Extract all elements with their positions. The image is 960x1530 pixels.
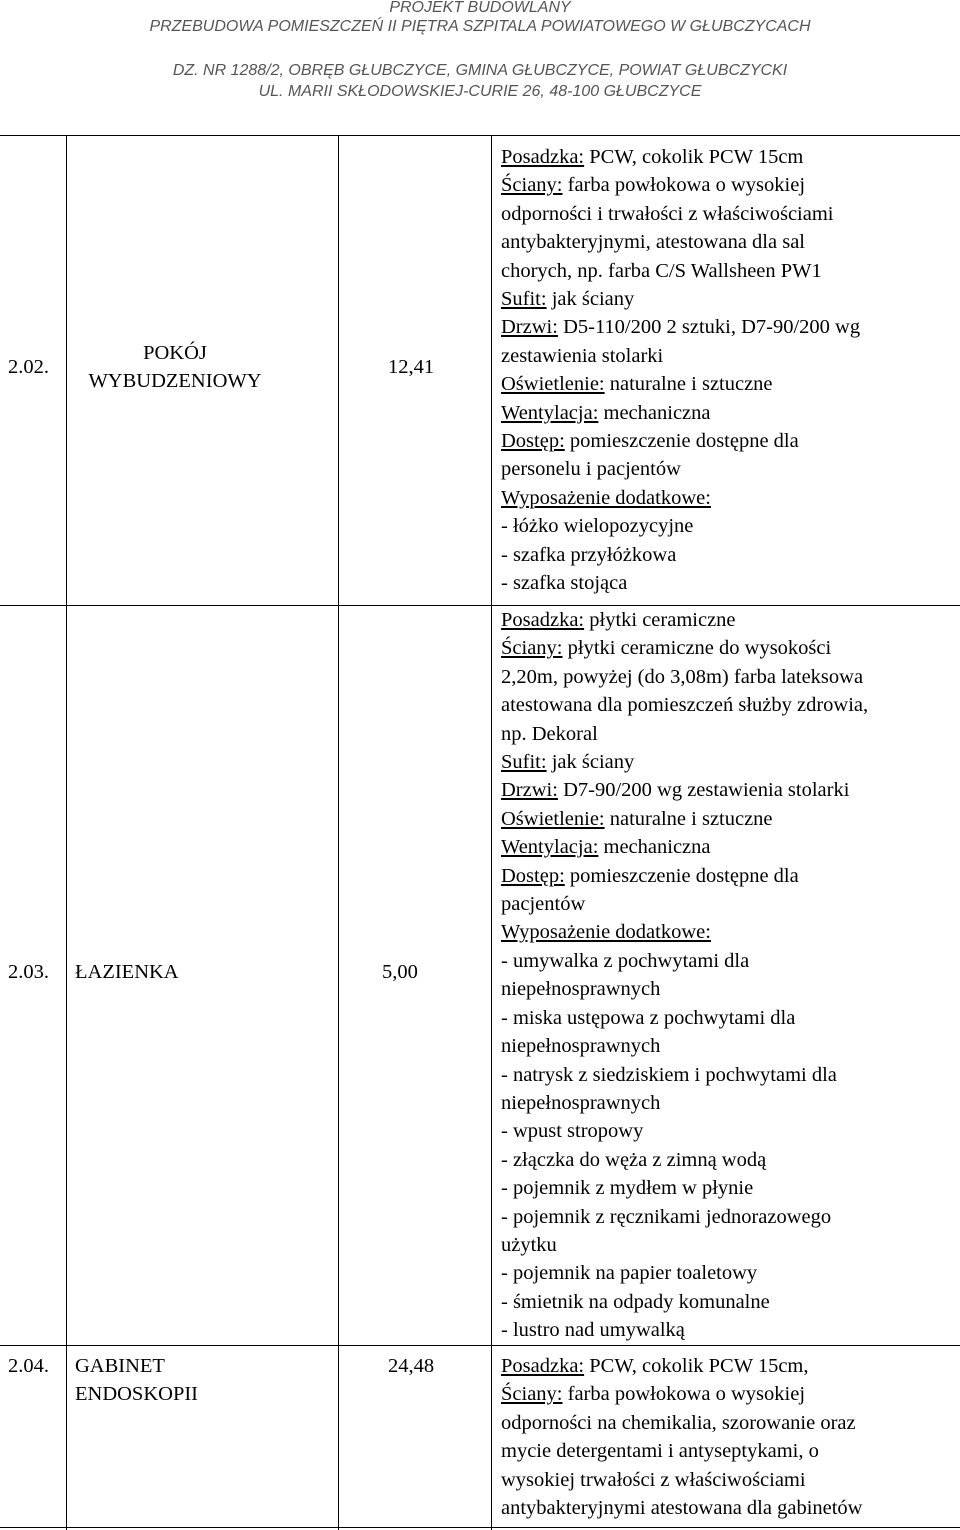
description-label: Wentylacja: bbox=[501, 836, 599, 859]
description-line bbox=[501, 1259, 868, 1287]
description-label: Oświetlenie: bbox=[501, 807, 605, 830]
room-number: 2.03. bbox=[8, 961, 49, 983]
room-description bbox=[501, 1352, 862, 1522]
room-number: 2.02. bbox=[8, 356, 49, 378]
description-text: D5-110/200 2 sztuki, D7-90/200 wg bbox=[557, 316, 861, 339]
description-line bbox=[501, 663, 868, 691]
description-text: odporności i trwałości z właściwościami bbox=[501, 202, 834, 225]
room-number: 2.04. bbox=[8, 1355, 49, 1377]
description-text: PCW, cokolik PCW 15cm, bbox=[584, 1355, 809, 1377]
room-description bbox=[501, 606, 868, 1345]
row-divider bbox=[0, 1345, 960, 1346]
description-line bbox=[501, 975, 868, 1003]
description-label: Dostęp: bbox=[501, 864, 565, 887]
description-text: pomieszczenie dostępne dla bbox=[564, 864, 799, 887]
description-line bbox=[501, 1231, 868, 1259]
row-divider bbox=[0, 1527, 960, 1528]
description-text: mechaniczna bbox=[598, 401, 711, 424]
rooms-table bbox=[0, 135, 960, 1530]
room-area: 12,41 bbox=[388, 356, 435, 378]
description-text: naturalne i sztuczne bbox=[604, 807, 773, 830]
room-name: ŁAZIENKA bbox=[75, 961, 179, 983]
description-text: niepełnosprawnych bbox=[501, 1035, 661, 1058]
header-parcel: DZ. NR 1288/2, OBRĘB GŁUBCZYCE, GMINA GŁUBCZYCE, POWIAT GŁUBCZYCKI bbox=[172, 62, 788, 79]
header-project-type: PROJEKT BUDOWLANY bbox=[389, 0, 571, 16]
description-text: - pojemnik z ręcznikami jednorazowego bbox=[501, 1205, 832, 1228]
description-line bbox=[501, 1174, 868, 1202]
description-line bbox=[501, 1409, 862, 1437]
room-name-line: GABINET bbox=[75, 1355, 165, 1377]
description-line bbox=[501, 1437, 862, 1465]
description-line bbox=[501, 541, 860, 569]
description-line bbox=[501, 455, 860, 483]
description-label: Oświetlenie: bbox=[501, 373, 605, 396]
room-area: 24,48 bbox=[388, 1355, 435, 1377]
description-text: mechaniczna bbox=[598, 836, 711, 859]
description-line bbox=[501, 634, 868, 662]
description-label: Dostęp: bbox=[501, 430, 565, 453]
description-line bbox=[501, 1466, 862, 1494]
description-line bbox=[501, 1203, 868, 1231]
description-line bbox=[501, 143, 860, 171]
description-text: jak ściany bbox=[546, 288, 635, 311]
description-text: płytki ceramiczne bbox=[584, 609, 736, 631]
description-text: jak ściany bbox=[546, 751, 635, 774]
description-line bbox=[501, 1089, 868, 1117]
description-text: - szafka przyłóżkowa bbox=[501, 543, 677, 566]
description-line bbox=[501, 1352, 862, 1380]
description-line bbox=[501, 833, 868, 861]
description-text: - śmietnik na odpady komunalne bbox=[501, 1290, 770, 1313]
description-text: zestawienia stolarki bbox=[501, 344, 664, 367]
description-text: - lustro nad umywalką bbox=[501, 1319, 685, 1342]
description-text: użytku bbox=[501, 1233, 557, 1256]
room-name-line: POKÓJ bbox=[143, 342, 207, 364]
room-description bbox=[501, 143, 860, 598]
description-text: płytki ceramiczne do wysokości bbox=[562, 637, 832, 660]
description-line bbox=[501, 720, 868, 748]
description-line bbox=[501, 1288, 868, 1316]
description-label: Ściany: bbox=[501, 637, 563, 660]
description-line bbox=[501, 569, 860, 597]
description-text: PCW, cokolik PCW 15cm bbox=[584, 146, 804, 168]
description-line bbox=[501, 1032, 868, 1060]
description-text: niepełnosprawnych bbox=[501, 1091, 661, 1114]
description-text: - wpust stropowy bbox=[501, 1120, 644, 1143]
description-label: Drzwi: bbox=[501, 316, 558, 339]
description-label: Sufit: bbox=[501, 751, 547, 774]
description-text: antybakteryjnymi, atestowana dla sal bbox=[501, 231, 805, 254]
room-area: 5,00 bbox=[382, 961, 418, 983]
description-line bbox=[501, 606, 868, 634]
description-label: Sufit: bbox=[501, 288, 547, 311]
description-text: personelu i pacjentów bbox=[501, 458, 681, 481]
description-line bbox=[501, 313, 860, 341]
description-line bbox=[501, 1494, 862, 1522]
description-label: Posadzka: bbox=[501, 1355, 585, 1377]
description-text: - pojemnik z mydłem w płynie bbox=[501, 1177, 754, 1200]
description-line bbox=[501, 399, 860, 427]
description-label: Ściany: bbox=[501, 174, 563, 197]
description-line bbox=[501, 947, 868, 975]
room-name-line: WYBUDZENIOWY bbox=[88, 370, 262, 393]
description-line bbox=[501, 691, 868, 719]
description-text: - łóżko wielopozycyjne bbox=[501, 515, 694, 538]
description-line bbox=[501, 228, 860, 256]
header-address: UL. MARII SKŁODOWSKIEJ-CURIE 26, 48-100 GŁUBCZYCE bbox=[258, 83, 702, 100]
description-text: farba powłokowa o wysokiej bbox=[562, 1383, 806, 1406]
description-text: wysokiej trwałości z właściwościami bbox=[501, 1468, 806, 1491]
description-line bbox=[501, 748, 868, 776]
room-name bbox=[75, 1352, 198, 1409]
description-line bbox=[501, 484, 860, 512]
row-divider bbox=[0, 135, 960, 136]
description-label: Drzwi: bbox=[501, 779, 558, 802]
description-line bbox=[501, 1117, 868, 1145]
description-text: odporności na chemikalia, szorowanie oraz bbox=[501, 1411, 856, 1434]
description-line bbox=[501, 257, 860, 285]
column-divider bbox=[338, 135, 339, 1530]
description-text: - miska ustępowa z pochwytami dla bbox=[501, 1006, 796, 1029]
description-line bbox=[501, 805, 868, 833]
description-text: D7-90/200 wg zestawienia stolarki bbox=[557, 779, 850, 802]
description-line bbox=[501, 1004, 868, 1032]
description-label: Posadzka: bbox=[501, 609, 585, 631]
description-text: - złączka do węża z zimną wodą bbox=[501, 1148, 767, 1171]
description-line bbox=[501, 427, 860, 455]
description-line bbox=[501, 285, 860, 313]
description-text: - natrysk z siedziskiem i pochwytami dla bbox=[501, 1063, 837, 1086]
description-line bbox=[501, 200, 860, 228]
description-line bbox=[501, 512, 860, 540]
header-project-title: PRZEBUDOWA POMIESZCZEŃ II PIĘTRA SZPITALA POWIATOWEGO W GŁUBCZYCACH bbox=[149, 18, 811, 35]
description-text: pacjentów bbox=[501, 893, 586, 916]
description-text: pomieszczenie dostępne dla bbox=[564, 430, 799, 453]
description-text: antybakteryjnymi atestowana dla gabinetów bbox=[501, 1497, 863, 1520]
description-line bbox=[501, 918, 868, 946]
description-line bbox=[501, 342, 860, 370]
description-line bbox=[501, 1380, 862, 1408]
description-label: Ściany: bbox=[501, 1383, 563, 1406]
description-line bbox=[501, 862, 868, 890]
description-text: - szafka stojąca bbox=[501, 572, 628, 595]
description-line bbox=[501, 1061, 868, 1089]
description-label: Wentylacja: bbox=[501, 401, 599, 424]
description-line bbox=[501, 1146, 868, 1174]
description-text: atestowana dla pomieszczeń służby zdrowia, bbox=[501, 694, 869, 717]
description-text: chorych, np. farba C/S Wallsheen PW1 bbox=[501, 259, 822, 282]
description-text: niepełnosprawnych bbox=[501, 978, 661, 1001]
description-label: Wyposażenie dodatkowe: bbox=[501, 921, 711, 944]
description-text: - umywalka z pochwytami dla bbox=[501, 949, 750, 972]
description-text: farba powłokowa o wysokiej bbox=[562, 174, 806, 197]
description-line bbox=[501, 776, 868, 804]
description-line bbox=[501, 1316, 868, 1344]
description-text: 2,20m, powyżej (do 3,08m) farba lateksowa bbox=[501, 665, 864, 688]
description-text: np. Dekoral bbox=[501, 722, 598, 745]
column-divider bbox=[491, 135, 492, 1530]
room-name-line: ENDOSKOPII bbox=[75, 1383, 198, 1406]
description-text: mycie detergentami i antyseptykami, o bbox=[501, 1440, 819, 1463]
description-text: - pojemnik na papier toaletowy bbox=[501, 1262, 758, 1285]
description-label: Posadzka: bbox=[501, 146, 585, 168]
description-line bbox=[501, 171, 860, 199]
description-text: naturalne i sztuczne bbox=[604, 373, 773, 396]
description-label: Wyposażenie dodatkowe: bbox=[501, 486, 711, 509]
room-name bbox=[66, 339, 284, 396]
description-line bbox=[501, 370, 860, 398]
description-line bbox=[501, 890, 868, 918]
